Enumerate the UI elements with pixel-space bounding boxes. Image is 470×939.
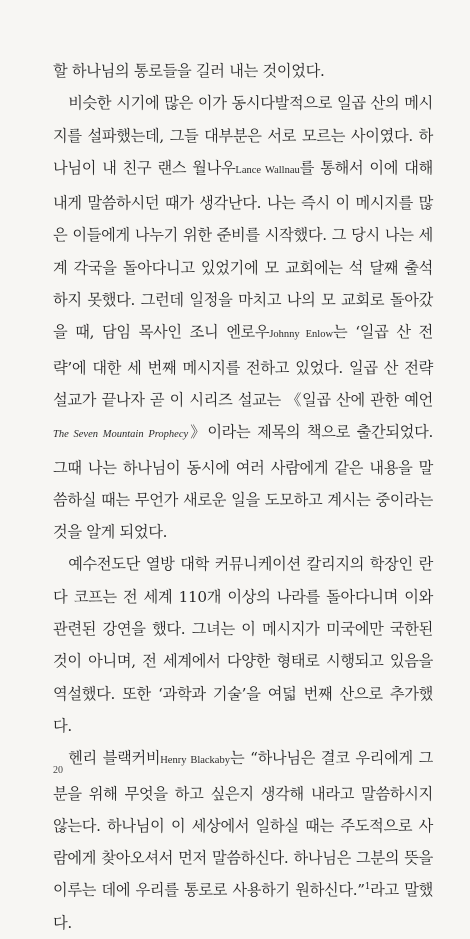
paragraph-4-text-3: 라고 말했다. [53,881,433,932]
paragraph-4 [53,742,433,939]
english-name-henry-blackaby: Henry Blackaby [160,755,230,767]
english-name-lance-wallnau: Lance Wallnau [235,164,300,176]
paragraph-2-text-2: 를 통해서 이에 대해 내게 말씀하시던 때가 생각난다. 나는 즉시 이 메시지를 많은 이들에게 나누기 위한 준비를 시작했다. 그 당시 나는 세계 각국을 돌아다니고 있었기에 모 교회에는 석 달째 출석하지 못했다. 그런데 일정을 마치고 나의 모 교회로 돌아갔을 때, 담임 목사인 조니 엔로우 [53,158,433,342]
english-book-title: The Seven Mountain Prophecy [53,429,189,441]
english-name-johnny-enlow: Johnny Enlow [269,329,334,341]
paragraph-2-text-4: 》이라는 제목의 책으로 출간되었다. 그때 나는 하나님이 동시에 여러 사람에게 같은 내용을 말씀하실 때는 무언가 새로운 일을 도모하고 계시는 중이라는 것을 알게 되었다. [53,423,434,542]
body-text [53,55,433,939]
footnote-marker: 1 [364,882,371,893]
page-number: 20 [53,765,63,776]
paragraph-2 [53,87,433,548]
paragraph-1: 할 하나님의 통로들을 길러 내는 것이었다. [53,62,325,80]
paragraph-4-quote: 는 “하나님은 결코 우리에게 그분을 위해 무엇을 하고 싶은지 생각해 내라고 말씀하시지 않는다. 하나님이 이 세상에서 일하실 때는 주도적으로 사람에게 찾아오셔서 먼저 말씀하신다. 하나님은 그분의 뜻을 이루는 데에 우리를 통로로 사용하기 원하신다.” [53,749,433,900]
paragraph-2-text-1: 비슷한 시기에 많은 이가 동시다발적으로 일곱 산의 메시지를 설파했는데, 그들 대부분은 서로 모르는 사이였다. 하나님이 내 친구 랜스 월나우 [53,94,433,177]
paragraph-3: 예수전도단 열방 대학 커뮤니케이션 칼리지의 학장인 란다 코프는 전 세계 110개 이상의 나라를 돌아다니며 이와 관련된 강연을 했다. 그녀는 이 메시지가 미국에만 국한된 것이 아니며, 전 세계에서 다양한 형태로 시행되고 있음을 역설했다. 또한 ‘과학과 기술’을 여덟 번째 산으로 추가했다. [53,555,433,735]
paragraph-2-text-3: 는 ‘일곱 산 전략’에 대한 세 번째 메시지를 전하고 있었다. 일곱 산 전략 설교가 끝나자 곧 이 시리즈 설교는 《일곱 산에 관한 예언 [53,323,434,409]
paragraph-4-text-1: 헨리 블랙커비 [68,749,161,768]
